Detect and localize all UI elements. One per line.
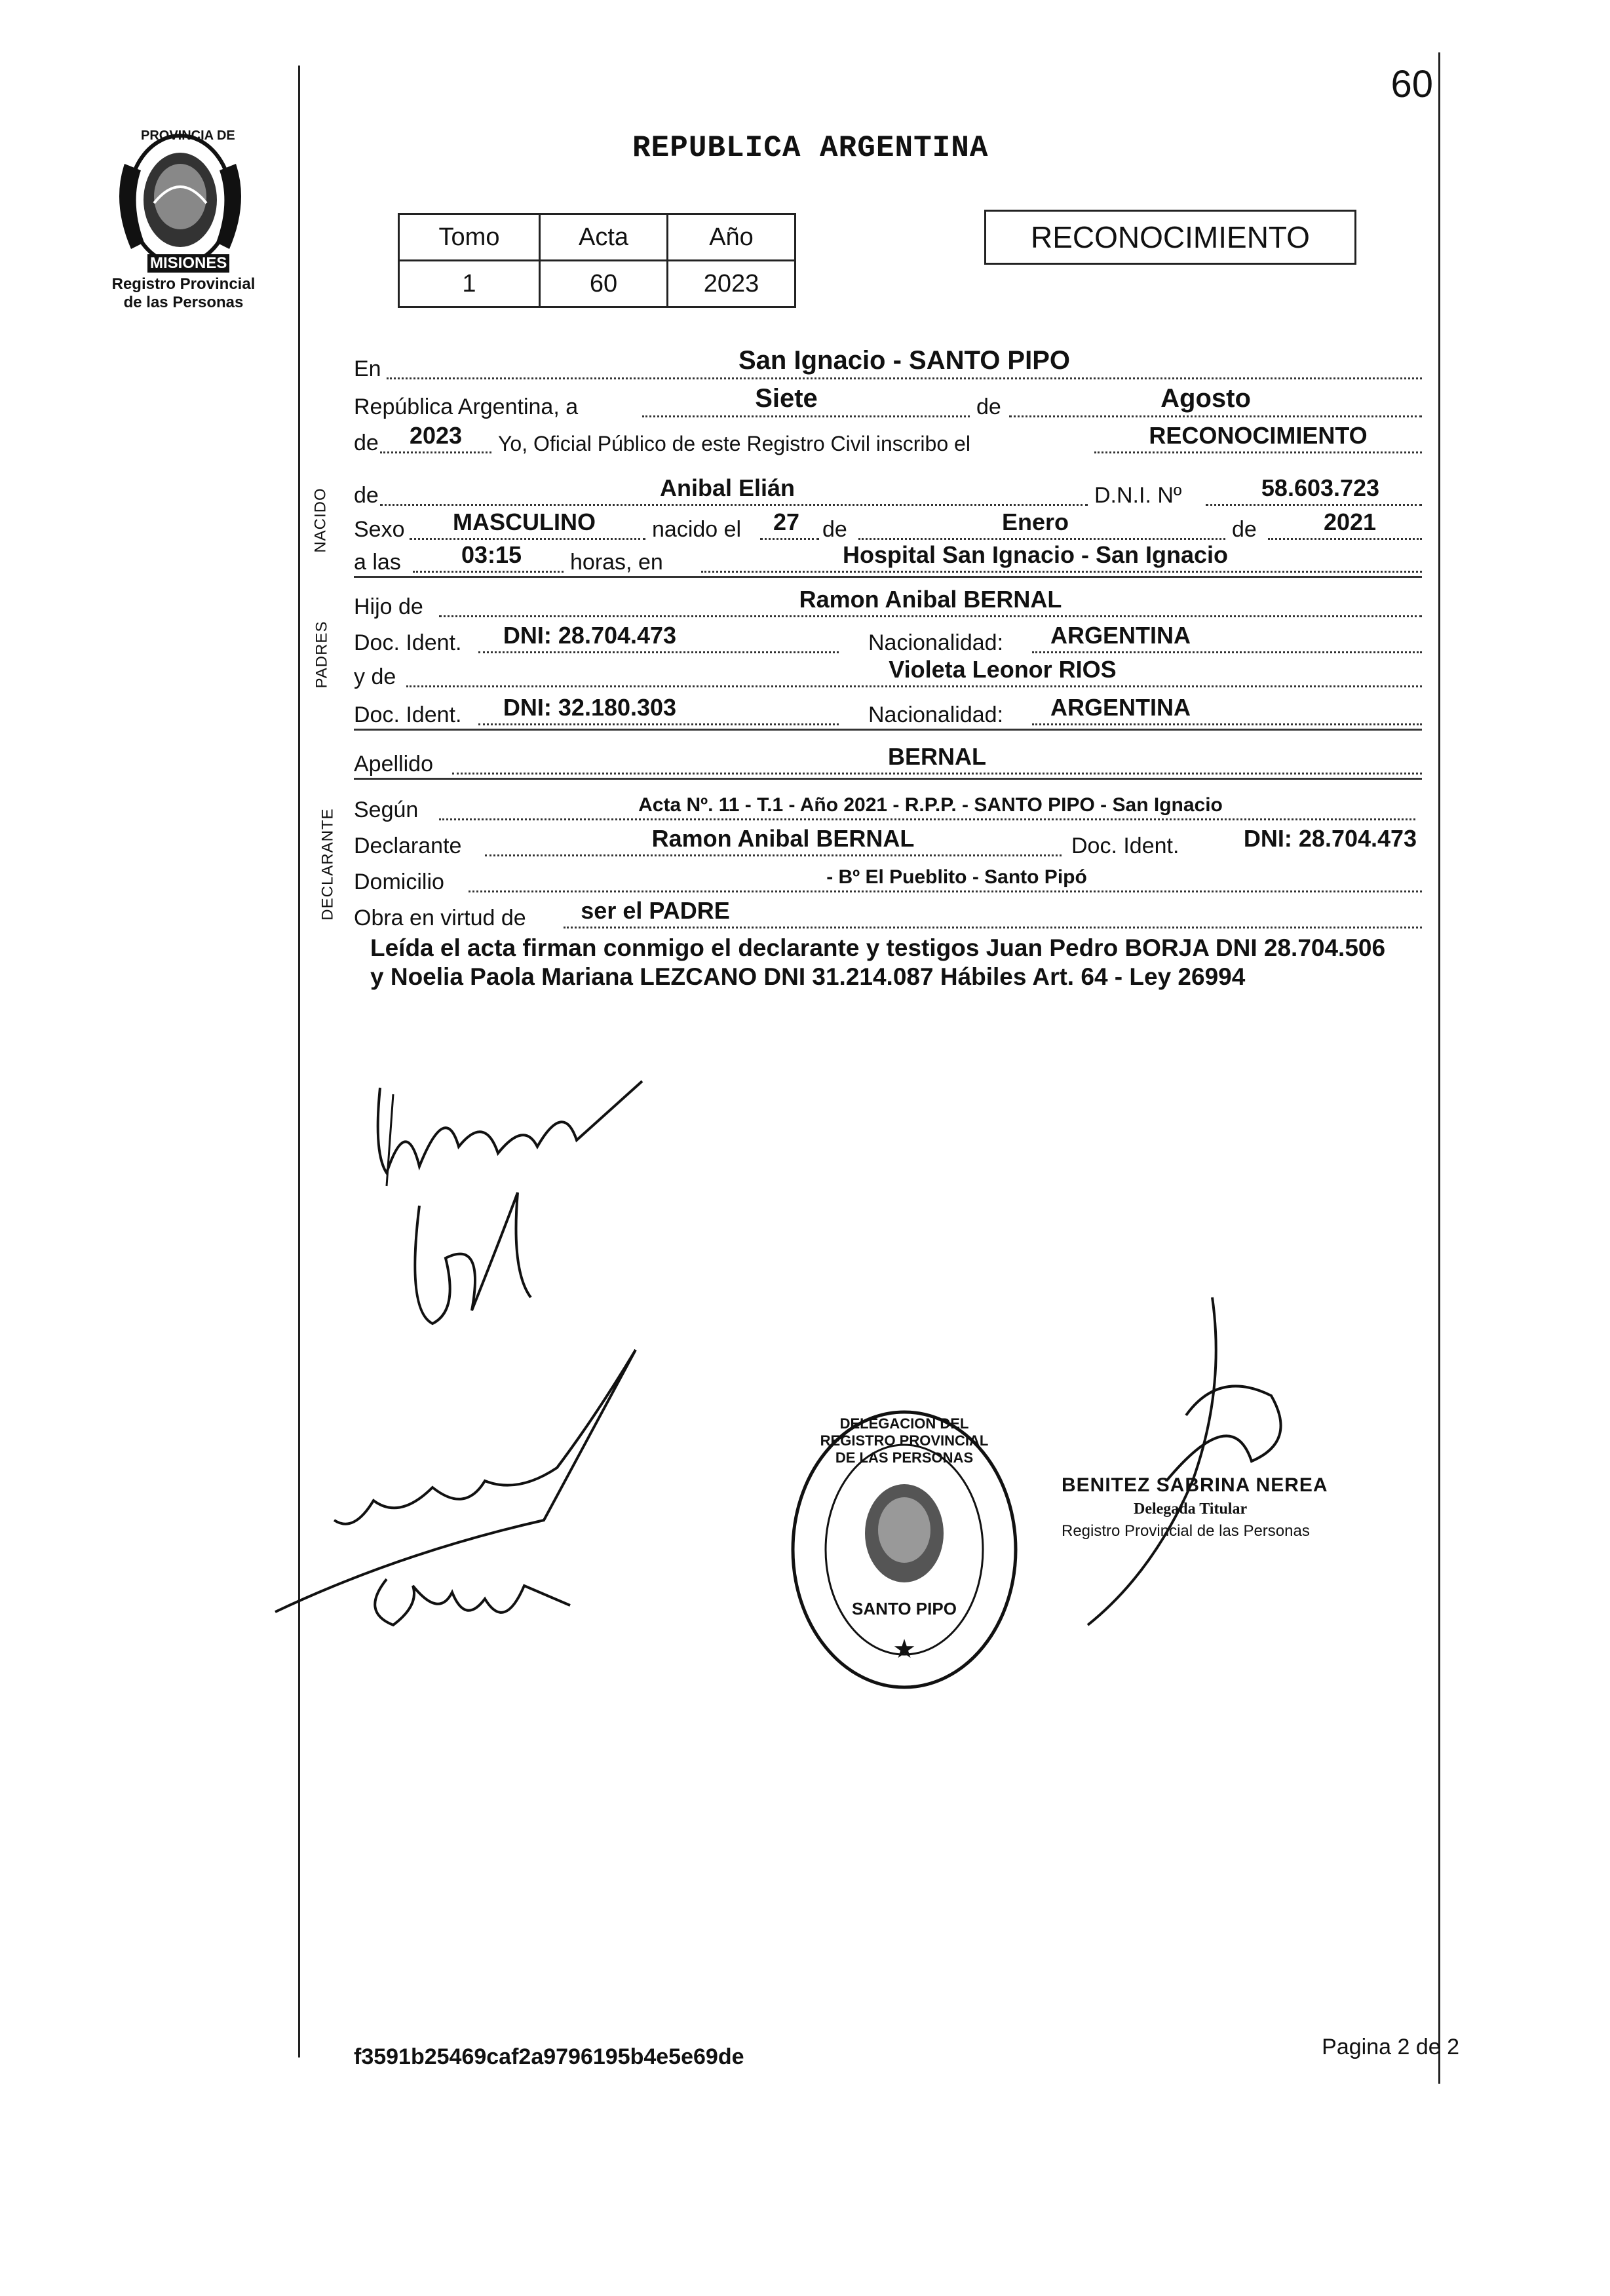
en-label: En bbox=[354, 356, 381, 381]
madre-nac-value: ARGENTINA bbox=[1050, 694, 1191, 721]
row-padre-doc bbox=[354, 619, 1422, 659]
registry-seal bbox=[786, 1402, 1022, 1697]
official-office: Registro Provincial de las Personas bbox=[1062, 1522, 1310, 1540]
table-header-tomo: Tomo bbox=[399, 214, 540, 261]
dotted-line bbox=[452, 773, 1422, 775]
dotted-line bbox=[478, 723, 839, 725]
row-acto bbox=[354, 419, 1422, 459]
section-label-padres: PADRES bbox=[313, 621, 331, 689]
record-type-box: RECONOCIMIENTO bbox=[984, 210, 1356, 265]
svg-text:★: ★ bbox=[892, 1635, 916, 1664]
mes-value: Agosto bbox=[1160, 384, 1251, 413]
dotted-line bbox=[406, 685, 1422, 687]
province-coat-of-arms-logo bbox=[111, 124, 249, 275]
de-label: de bbox=[976, 394, 1001, 419]
table-value-row bbox=[399, 261, 795, 307]
signature-2 bbox=[393, 1179, 550, 1337]
section-label-declarante: DECLARANTE bbox=[318, 808, 337, 921]
horas-label: horas, en bbox=[570, 550, 663, 575]
dotted-line bbox=[701, 571, 1422, 573]
document-hash: f3591b25469caf2a9796195b4e5e69de bbox=[354, 2044, 744, 2069]
apellido-value: BERNAL bbox=[888, 743, 986, 770]
row-declarante bbox=[354, 822, 1422, 862]
de2-label: de bbox=[354, 430, 379, 455]
nombre-value: Anibal Elián bbox=[659, 474, 795, 501]
logo-text-top: PROVINCIA DE bbox=[141, 128, 235, 143]
oficial-text: Yo, Oficial Público de este Registro Civil inscribo el bbox=[498, 432, 970, 455]
madre-doc-value: DNI: 32.180.303 bbox=[503, 694, 677, 721]
dotted-line bbox=[1009, 415, 1422, 417]
table-header-anio: Año bbox=[668, 214, 795, 261]
signature-4-official bbox=[1075, 1284, 1311, 1651]
obra-label: Obra en virtud de bbox=[354, 906, 526, 930]
registry-line1: Registro Provincial bbox=[111, 275, 256, 293]
pagination: Pagina 2 de 2 bbox=[1322, 2035, 1459, 2059]
seal-ring-text: DELEGACION DEL REGISTRO PROVINCIAL DE LAS PERSONAS bbox=[820, 1415, 989, 1466]
domicilio-value: - Bº El Pueblito - Santo Pipó bbox=[826, 866, 1087, 888]
row-domicilio bbox=[354, 858, 1422, 898]
hijo-label: Hijo de bbox=[354, 594, 423, 619]
sexo-label: Sexo bbox=[354, 517, 405, 542]
decl-doc-label: Doc. Ident. bbox=[1071, 833, 1179, 858]
dni-label: D.N.I. Nº bbox=[1094, 483, 1182, 508]
de3-label: de bbox=[354, 483, 379, 508]
registry-name bbox=[85, 275, 282, 312]
segun-value: Acta Nº. 11 - T.1 - Año 2021 - R.P.P. - SANTO PIPO - San Ignacio bbox=[638, 794, 1223, 816]
padre-doc-value: DNI: 28.704.473 bbox=[503, 622, 677, 649]
logo-text-bottom: MISIONES bbox=[147, 254, 229, 273]
yde-label: y de bbox=[354, 664, 396, 689]
dotted-line bbox=[439, 818, 1415, 820]
left-margin-line bbox=[298, 66, 300, 2057]
tomo-acta-table bbox=[398, 213, 796, 308]
row-madre bbox=[354, 653, 1422, 693]
table-value-acta: 60 bbox=[540, 261, 668, 307]
dotted-line bbox=[642, 415, 970, 417]
doc-label: Doc. Ident. bbox=[354, 630, 462, 655]
dotted-line bbox=[1094, 451, 1422, 453]
segun-label: Según bbox=[354, 797, 419, 822]
country-title: REPUBLICA ARGENTINA bbox=[632, 131, 989, 165]
de5-label: de bbox=[1232, 517, 1257, 542]
row-apellido bbox=[354, 740, 1422, 780]
nac-mes-value: Enero bbox=[1001, 508, 1069, 535]
dotted-line bbox=[469, 890, 1422, 892]
separator-line bbox=[354, 778, 1422, 780]
right-margin-line bbox=[1438, 52, 1440, 2084]
nac-anio-value: 2021 bbox=[1323, 508, 1377, 535]
signature-3 bbox=[269, 1337, 688, 1651]
row-fecha bbox=[354, 383, 1422, 423]
obra-value: ser el PADRE bbox=[581, 897, 730, 924]
separator-line bbox=[354, 576, 1422, 578]
seal-bottom-text: SANTO PIPO bbox=[852, 1599, 957, 1618]
official-name: BENITEZ SABRINA NEREA bbox=[1062, 1474, 1328, 1496]
row-madre-doc bbox=[354, 691, 1422, 731]
lugar-value: Hospital San Ignacio - San Ignacio bbox=[842, 541, 1229, 568]
closing-paragraph: Leída el acta firman conmigo el declarante y testigos Juan Pedro BORJA DNI 28.704.506 y Noelia Paola Mariana LEZCANO DNI 31.214.087 Hábiles Art. 64 - Ley 26994 bbox=[370, 934, 1386, 990]
row-padre bbox=[354, 583, 1422, 622]
nacionalidad-label: Nacionalidad: bbox=[868, 702, 1004, 727]
dotted-line bbox=[439, 615, 1422, 617]
dotted-line bbox=[380, 451, 491, 453]
dotted-line bbox=[564, 927, 1422, 928]
table-value-tomo: 1 bbox=[399, 261, 540, 307]
en-value: San Ignacio - SANTO PIPO bbox=[738, 346, 1071, 375]
padre-value: Ramon Anibal BERNAL bbox=[799, 586, 1062, 613]
section-label-nacido: NACIDO bbox=[311, 488, 330, 553]
de4-label: de bbox=[822, 517, 847, 542]
registry-line2: de las Personas bbox=[123, 294, 244, 311]
row-obra bbox=[354, 894, 1422, 934]
alas-label: a las bbox=[354, 550, 401, 575]
official-stamp bbox=[1062, 1474, 1389, 1540]
domicilio-label: Domicilio bbox=[354, 870, 444, 894]
row-segun bbox=[354, 786, 1422, 826]
row-hora bbox=[354, 539, 1422, 578]
doc-label: Doc. Ident. bbox=[354, 702, 462, 727]
dia-value: Siete bbox=[755, 384, 818, 413]
dni-value: 58.603.723 bbox=[1261, 474, 1380, 501]
table-value-anio: 2023 bbox=[668, 261, 795, 307]
row-nombre bbox=[354, 472, 1422, 511]
republica-label: República Argentina, a bbox=[354, 394, 579, 419]
hora-value: 03:15 bbox=[461, 541, 522, 568]
decl-doc-value: DNI: 28.704.473 bbox=[1243, 825, 1417, 852]
dotted-line bbox=[1032, 723, 1422, 725]
madre-value: Violeta Leonor RIOS bbox=[889, 656, 1117, 683]
acto-value: RECONOCIMIENTO bbox=[1149, 422, 1368, 449]
nacido-label: nacido el bbox=[652, 517, 742, 542]
table-header-row bbox=[399, 214, 795, 261]
declarante-value: Ramon Anibal BERNAL bbox=[651, 825, 915, 852]
nacionalidad-label: Nacionalidad: bbox=[868, 630, 1004, 655]
table-header-acta: Acta bbox=[540, 214, 668, 261]
page-number: 60 bbox=[1390, 63, 1433, 105]
row-en bbox=[354, 345, 1422, 385]
padre-nac-value: ARGENTINA bbox=[1050, 622, 1191, 649]
dotted-line bbox=[485, 854, 1062, 856]
apellido-label: Apellido bbox=[354, 752, 433, 776]
dotted-line bbox=[413, 571, 564, 573]
anio-value: 2023 bbox=[409, 422, 463, 449]
dotted-line bbox=[387, 377, 1422, 379]
declarante-label: Declarante bbox=[354, 833, 462, 858]
separator-line bbox=[354, 729, 1422, 731]
sexo-value: MASCULINO bbox=[453, 508, 596, 535]
nac-dia-value: 27 bbox=[773, 508, 800, 535]
official-role: Delegada Titular bbox=[1134, 1501, 1248, 1518]
